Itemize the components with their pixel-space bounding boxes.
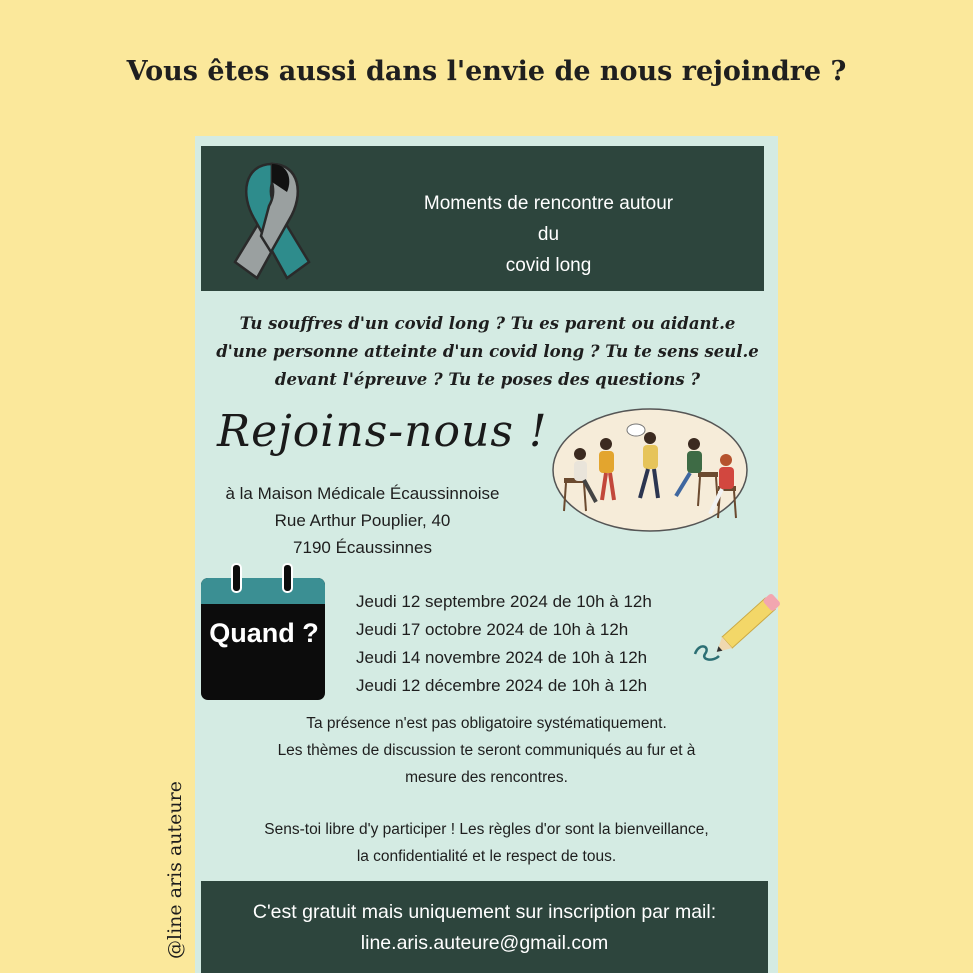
registration-text bbox=[201, 897, 768, 959]
long-covid-ribbon-icon bbox=[227, 150, 317, 290]
watermark-text: @line aris auteure bbox=[164, 781, 186, 959]
date-item: Jeudi 14 novembre 2024 de 10h à 12h bbox=[356, 648, 648, 667]
pencil-icon bbox=[689, 576, 784, 676]
headline: Vous êtes aussi dans l'envie de nous rejoindre ? bbox=[126, 56, 847, 87]
banner-title-line: du bbox=[537, 224, 560, 245]
questions-text bbox=[215, 310, 760, 394]
date-item: Jeudi 12 décembre 2024 de 10h à 12h bbox=[356, 676, 648, 695]
call-to-action: Rejoins-nous ! bbox=[217, 406, 548, 457]
banner-title-line: Moments de rencontre autour bbox=[423, 193, 674, 214]
info-line: Ta présence n'est pas obligatoire systématiquement. bbox=[306, 715, 667, 732]
banner-title bbox=[381, 188, 716, 281]
address-line: 7190 Écaussinnes bbox=[293, 538, 432, 557]
question-line: Tu souffres d'un covid long ? Tu es parent ou aidant.e bbox=[239, 314, 736, 333]
dates-list bbox=[356, 588, 652, 700]
watermark bbox=[160, 770, 190, 970]
contact-email[interactable]: line.aris.auteure@gmail.com bbox=[360, 932, 609, 954]
discussion-group-illustration bbox=[550, 406, 750, 534]
info-line: mesure des rencontres. bbox=[405, 769, 568, 786]
banner-title-line: covid long bbox=[505, 255, 592, 276]
address-line: à la Maison Médicale Écaussinnoise bbox=[225, 484, 500, 503]
rules-line: Sens-toi libre d'y participer ! Les règles d'or sont la bienveillance, bbox=[264, 821, 709, 838]
address bbox=[195, 480, 530, 561]
date-item: Jeudi 12 septembre 2024 de 10h à 12h bbox=[356, 592, 652, 611]
address-line: Rue Arthur Pouplier, 40 bbox=[274, 511, 451, 530]
poster bbox=[195, 136, 778, 973]
info-line: Les thèmes de discussion te seront communiqués au fur et à bbox=[277, 742, 696, 759]
question-line: d'une personne atteinte d'un covid long ? Tu te sens seul.e bbox=[216, 342, 759, 361]
date-item: Jeudi 17 octobre 2024 de 10h à 12h bbox=[356, 620, 629, 639]
rules-line: la confidentialité et le respect de tous. bbox=[356, 848, 617, 865]
rules-text bbox=[195, 816, 778, 870]
bottom-banner bbox=[201, 881, 768, 973]
calendar-icon bbox=[201, 562, 327, 702]
registration-line: C'est gratuit mais uniquement sur inscription par mail: bbox=[252, 901, 717, 923]
calendar-label: Quand ? bbox=[209, 618, 319, 648]
question-line: devant l'épreuve ? Tu te poses des questions ? bbox=[274, 370, 701, 389]
info-text bbox=[195, 710, 778, 791]
top-banner bbox=[201, 146, 764, 291]
